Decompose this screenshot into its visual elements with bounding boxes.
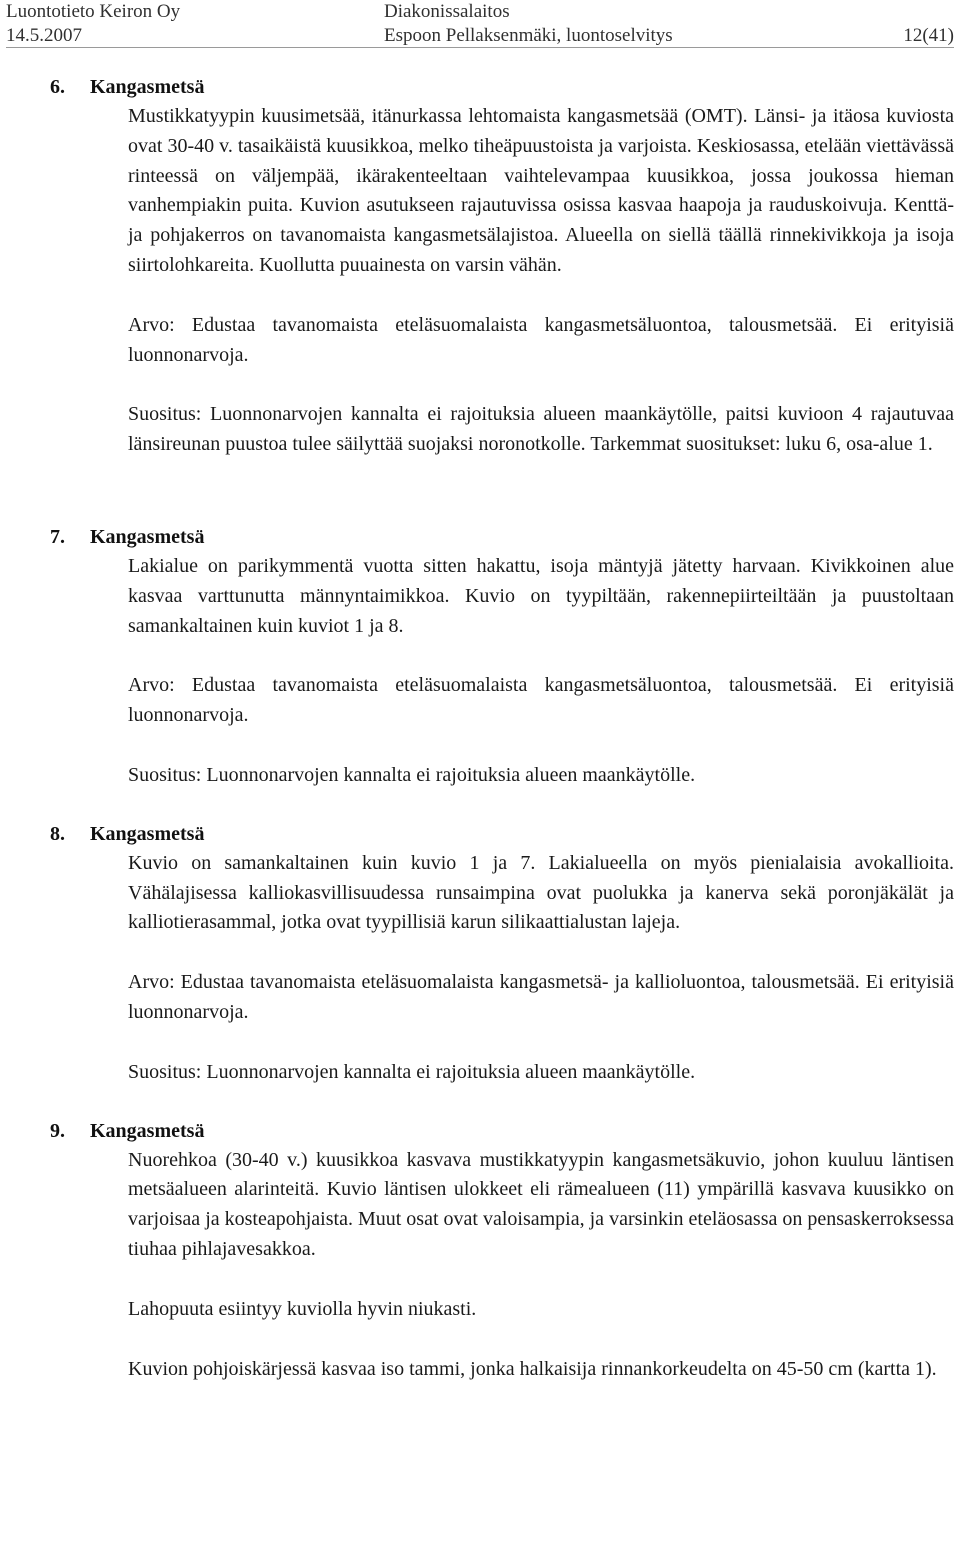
- header-company: Luontotieto Keiron Oy: [6, 1, 181, 22]
- paragraph-deadwood: Lahopuuta esiintyy kuviolla hyvin niukasti.: [128, 1297, 477, 1320]
- paragraph-recommendation: Suositus: Luonnonarvojen kannalta ei rajoituksia alueen maankäytölle.: [128, 1060, 696, 1083]
- paragraph-description: Nuorehkoa (30-40 v.) kuusikkoa kasvava mustikkatyypin kangasmetsäkuvio, johon kuuluu läntisen metsäalueen alarinteitä. Kuvio läntisen ulokkeet eli rämealueen (11) ympärillä kasvava kuusikko on varjoisaa ja kosteapohjaista. Muut osat ovat valoisampia, ja varsinkin eteläosassa on pensaskerroksessa tiuhaa pihlajavesakkoa.: [128, 1148, 954, 1260]
- header-center: [384, 0, 673, 48]
- spacer: [0, 1088, 960, 1116]
- section-8: [0, 819, 960, 1088]
- spacer: [0, 281, 960, 311]
- section-number: 6.: [50, 76, 65, 98]
- paragraph-description: Mustikkatyypin kuusimetsää, itänurkassa lehtomaista kangasmetsää (OMT). Länsi- ja itäosa kuviosta ovat 30-40 v. tasaikäistä kuusikkoa, melko tiheäpuustoista ja varjoista. Keskiosassa, etelään viettävässä rinteessä on väljempää, ikärakenteeltaan vaihtelevampaa kuusikkoa, jossa joukossa hieman vanhempiakin puita. Kuvion asutukseen rajautuvissa osissa kasvaa haapoja ja rauduskoivuja. Kenttä- ja pohjakerros on tavanomaista kangasmetsälajistoa. Alueella on siellä täällä rinnekivikkoja ja isoja siirtolohkareita. Kuollutta puuainesta on varsin vähän.: [128, 105, 954, 276]
- paragraph-oak: Kuvion pohjoiskärjessä kasvaa iso tammi, jonka halkaisija rinnankorkeudelta on 45-50 cm (kartta 1).: [128, 1357, 937, 1380]
- header-left: [6, 0, 180, 48]
- paragraph-value: Arvo: Edustaa tavanomaista eteläsuomalaista kangasmetsäluontoa, talousmetsää. Ei erityisiä luonnonarvoja.: [128, 674, 954, 727]
- section-number: 7.: [50, 525, 65, 548]
- page-number: 12(41): [903, 25, 954, 46]
- document-body: [0, 72, 960, 1384]
- paragraph-value: Arvo: Edustaa tavanomaista eteläsuomalaista kangasmetsä- ja kallioluontoa, talousmetsää. Ei erityisiä luonnonarvoja.: [128, 971, 954, 1023]
- header-project: Espoon Pellaksenmäki, luontoselvitys: [384, 25, 673, 46]
- section-number: 8.: [50, 822, 65, 845]
- section-heading: [50, 1116, 960, 1146]
- paragraph-recommendation: Suositus: Luonnonarvojen kannalta ei rajoituksia alueen maankäytölle.: [128, 763, 696, 786]
- paragraph-description: Lakialue on parikymmentä vuotta sitten hakattu, isoja mäntyjä jätetty harvaan. Kivikkoinen alue kasvaa varttunutta männyntaimikkoa. Kuvio on tyypiltään, rakennepiirteiltään ja puustoltaan samankaltainen kuin kuviot 1 ja 8.: [128, 554, 954, 637]
- spacer: [0, 1028, 960, 1058]
- section-heading: [50, 522, 960, 552]
- spacer: [0, 460, 960, 522]
- paragraph-value: Arvo: Edustaa tavanomaista eteläsuomalaista kangasmetsäluontoa, talousmetsää. Ei erityisiä luonnonarvoja.: [128, 313, 954, 366]
- page-header: [6, 0, 954, 48]
- spacer: [0, 938, 960, 968]
- section-title: Kangasmetsä: [90, 76, 205, 98]
- section-title: Kangasmetsä: [90, 525, 205, 548]
- section-title: Kangasmetsä: [90, 1119, 205, 1142]
- paragraph-recommendation: Suositus: Luonnonarvojen kannalta ei rajoituksia alueen maankäytölle, paitsi kuvioon 4 rajautuvaa länsireunan puustoa tulee säilyttää suojaksi noronotkolle. Tarkemmat suositukset: luku 6, osa-alue 1.: [128, 403, 954, 456]
- header-date: 14.5.2007: [6, 25, 82, 46]
- section-heading: [50, 72, 960, 102]
- spacer: [0, 1265, 960, 1295]
- section-9: [0, 1116, 960, 1385]
- section-number: 9.: [50, 1119, 65, 1142]
- paragraph-description: Kuvio on samankaltainen kuin kuvio 1 ja 7. Lakialueella on myös pienialaisia avokallioita. Vähälajisessa kalliokasvillisuudessa runsaimpina ovat puolukka ja kanerva sekä poronjäkälät ja kalliotierasammal, jotka ovat tyypillisiä karun silikaattialustan lajeja.: [128, 851, 954, 934]
- section-title: Kangasmetsä: [90, 822, 205, 845]
- header-rule: [6, 47, 954, 48]
- spacer: [0, 791, 960, 819]
- header-client: Diakonissalaitos: [384, 1, 510, 22]
- section-6: [0, 72, 960, 460]
- spacer: [0, 731, 960, 761]
- section-heading: [50, 819, 960, 849]
- section-7: [0, 522, 960, 791]
- spacer: [0, 641, 960, 671]
- header-right: [903, 0, 954, 48]
- spacer: [0, 370, 960, 400]
- spacer: [0, 1325, 960, 1355]
